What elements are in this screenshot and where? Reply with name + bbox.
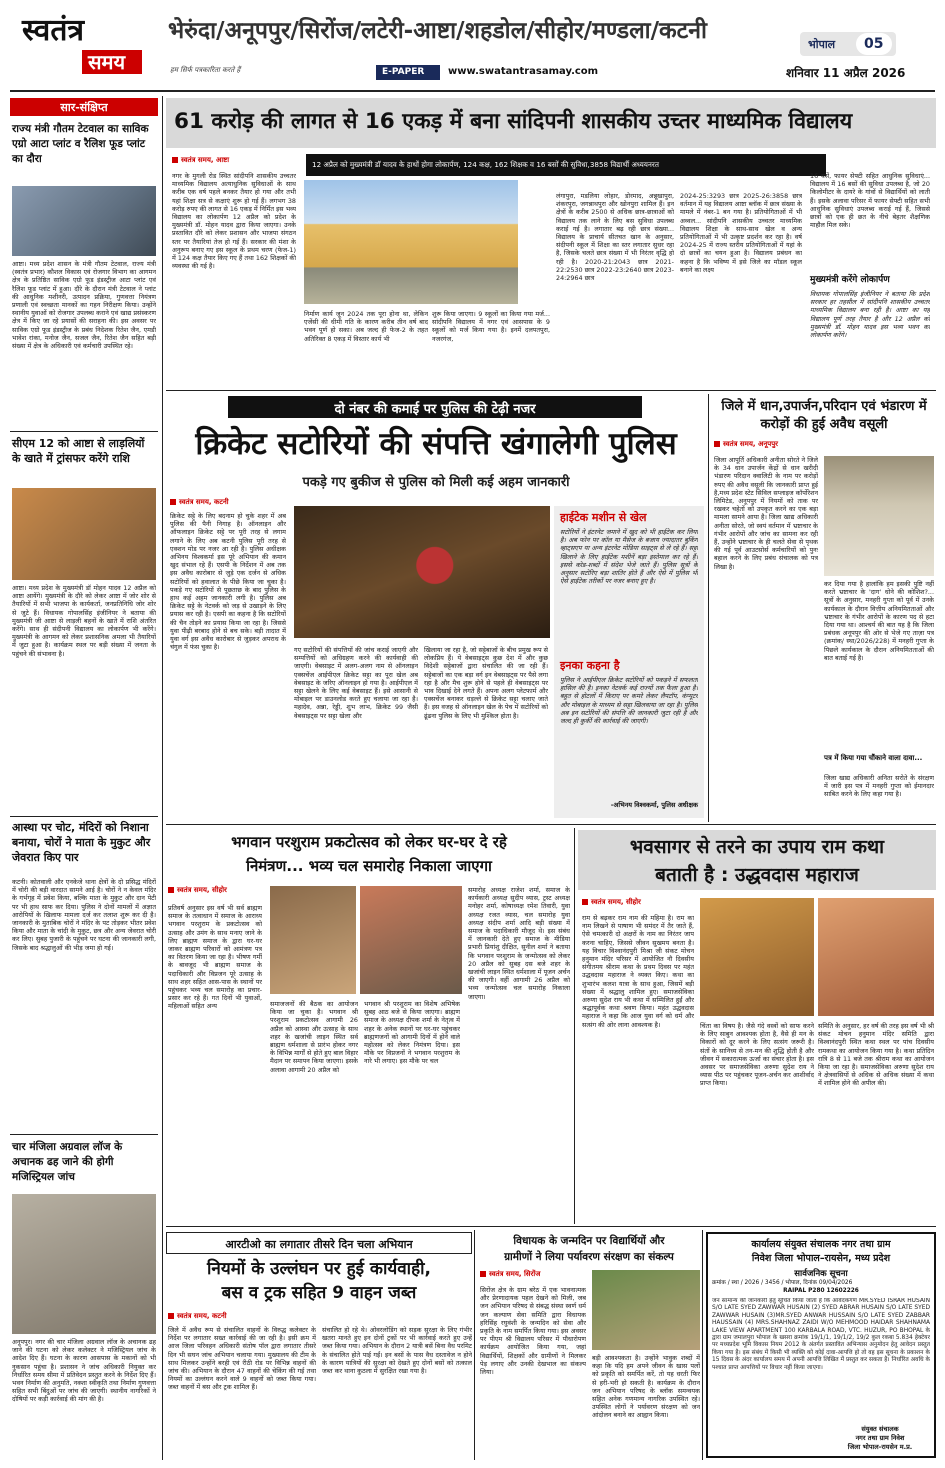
top-story-photo <box>304 180 518 304</box>
notice-sign-1: संयुक्त संचालक <box>861 1425 899 1433</box>
sidebar <box>10 96 158 1460</box>
dhan-separator <box>708 394 709 822</box>
top-story-byline <box>172 156 229 165</box>
rto-col-1: जिले में अवैध रूप से संचालित वाहनों के विरुद्ध कलेक्टर के निर्देश पर लगातार सख्त कार्रवाई की जा रही है। इसी क्रम में आज जिला परिवहन अधिकारी संतोष पॉल द्वारा लगातार तीसरे दिन भी सघन जांच अभियान चलाया गया। मुख्यालय की टीम के साथ मिलकर उन्होंने बरही एवं रीठी रोड पर विभिन्न वाहनों की जांच की। अभियान के दौरान 47 वाहनों की चेकिंग की गई तथा नियमों का उल्लंघन करने वाले 9 वाहनों को जब्त किया गया। जब्त वाहनों में बस और ट्रक शामिल हैं। <box>168 1326 316 1392</box>
top-story-subhead-band <box>306 154 826 176</box>
top-story-headline: 61 करोड़ की लागत से 16 एकड़ में बना सांदिपनी शासकीय उच्तर माध्यमिक विद्यालय <box>174 109 853 134</box>
sidebar-story-2-headline: सीएम 12 को आष्टा से लाड़लियों के खाते में ट्रांसफर करेंगे राशि <box>12 437 145 465</box>
notice-sign-2: नगर तथा ग्राम निवेश <box>855 1434 905 1442</box>
notice-ref: क्रमांक / स्था / 2026 / 3456 / भोपाल, दिनांक 09/04/2026 <box>712 1280 853 1286</box>
sidebar-divider-2 <box>10 816 158 817</box>
notice-raipal: RAIPAL P280 12602226 <box>783 1288 859 1294</box>
edition-name: भोपाल <box>808 38 836 51</box>
rto-col-2: संचालित हो रहे थे। ओवरलोडिंग को सड़क सुरक्षा के लिए गंभीर खतरा मानते हुए इन दोनों ट्रकों पर भी कार्रवाई करते हुए उन्हें जब्त किया गया। अभियान के दौरान 2 यात्री बसें बिना वैध परमिट के संचालित होते पाई गईं। इन बसों के पास वैध दस्तावेज न होने के कारण यात्रियों की सुरक्षा को देखते हुए दोनों बसों को तत्काल जब्त कर थाना कुठला में सुरक्षित रखा गया है। <box>322 1326 472 1376</box>
cricket-kicker: दो नंबर की कमाई पर पुलिस की टेढ़ी नजर <box>334 402 536 417</box>
cricket-col-2: गए सटोरियों की संपत्तियों की जांच कराई जाएगी और सम्पत्तियों को अधिग्रहण करने की कार्यवाही की जाएगी। वेबसाइट में अलग-अलग नाम से ऑनलाइन एक्सचेंज आईपीएल क्रिकेट सट्टा का पूरा खेल अब वेबसाइट के जरिए ऑनलाइन हो गया है। आईपीएल में सट्टा खेलने के लिए कई वेबसाइट हैं। इसे आसानी से मोबाइल पर डाउनलोड करते हुए चलाया जा रहा है। महादेव, अन्ना, रेड्डी, शुभ लाभ, क्रिकेट 99 जैसी वेबसाइट्स पर सट्टा खेला और <box>294 646 418 720</box>
sidebar-story-4-photo <box>12 1194 156 1334</box>
logo-bottom: समय <box>88 50 126 74</box>
notice-title-2: निवेश जिला भोपाल–रायसेन, मध्य प्रदेश <box>751 1253 891 1264</box>
parshuram-col-1: प्रतिवर्ष अनुसार इस वर्ष भी सर्व ब्राह्मण समाज के तत्वाधान में समाज के आराध्य भगवान परशुराम के प्रकटोत्सव को उत्साह और उमंग के साथ मनाए जाने के लिए ब्राह्मण समाज के द्वारा घर-घर जाकर ब्राह्मण परिवारों को आमंत्रण पत्र का वितरण किया जा रहा है। भीषण गर्मी के बावजूद भी ब्राह्मण समाज के पदाधिकारी और विप्रजन पूरे उत्साह के साथ शहर सहित आस-पास के स्थानों पर पहुंचकर भव्य चल समारोह का प्रचार-प्रसार कर रहे हैं। गत दिनों भी युवाओं, महिलाओं सहित अन्य <box>168 904 262 1011</box>
top-story-col-5: 2024-25:3293 छात्र 2025-26:3858 छात्र वर्तमान में यह विद्यालय आष्टा ब्लॉक में छात्र संख्या के मामले में नंबर-1 बन गया है। प्रतियोगिताओं में भी अव्वल... सांदीपनि शासकीय उच्चतर माध्यमिक विद्यालय शिक्षा के साथ-साथ खेल व अन्य प्रतियोगिताओं में भी उत्कृष्ट प्रदर्शन कर रहा है। वर्ष 2024-25 में राज्य स्तरीय प्रतियोगिताओं में यहां के दो छात्रों का चयन हुआ है। विद्यालय प्रबंधन का कहना है कि भविष्य में इसे जिले का मॉडल स्कूल बनाने का लक्ष्य <box>680 192 802 274</box>
cricket-sidebox <box>554 506 704 818</box>
byline-marker <box>170 499 176 505</box>
cricket-headline: क्रिकेट सटोरियों की संपत्ति खंगालेगी पुलिस <box>195 426 677 462</box>
sidebar-divider-3 <box>10 1134 158 1135</box>
parshuram-separator <box>574 828 575 1224</box>
ramkatha-photo-2 <box>818 898 934 1016</box>
top-story-col-6b: विधायक गोपालसिंह इंजीनियर ने बताया कि प्रदेश सरकार हर तहसील में सांदीपनि शासकीय उच्चतर माध्यमिक विद्यालय बना रही है। आष्टा का यह विद्यालय पूर्ण तरह तैयार है और 12 अप्रैल को मुख्यमंत्री डॉ. मोहन यादव इस भव्य भवन का लोकार्पण करेंगे। <box>810 290 930 340</box>
cricket-deck: पकड़े गए बुकीज से पुलिस को मिली कई अहम जानकारी <box>302 475 570 490</box>
masthead-rule <box>10 90 935 92</box>
parshuram-col-4: समारोह अध्यक्ष राजेश शर्मा, समाज के कार्यकारी अध्यक्ष सुदीप व्यास, ट्रस्ट अध्यक्ष मनोहर शर्मा, कोषाध्यक्ष रमेश तिवारी, युवा अध्यक्ष रजत व्यास, चल समारोह युवा अध्यक्ष संदीप शर्मा आदि बड़ी संख्या में समाज के पदाधिकारी मौजूद थे। इस संबंध में जानकारी देते हुए समाज के मीडिया प्रभारी प्रियांशु दीक्षित, सुनील शर्मा ने बताया कि भगवान परशुराम के जन्मोत्सव को लेकर 20 अप्रैल को सुबह दस बजे शहर के खजांची लाइन स्थित धर्मशाला में पूजन अर्चन की जाएगी। वहीं आगामी 26 अप्रैल को भव्य जन्मोत्सव चल समारोह निकाला जाएगा। <box>468 886 570 1001</box>
parshuram-photo-2 <box>360 886 462 994</box>
parshuram-story <box>166 828 572 1224</box>
byline-marker <box>480 1271 486 1277</box>
paryavaran-col-1: सिरोंज क्षेत्र के ग्राम बरेठ में एक भावनात्मक और प्रेरणादायक पहल देखने को मिली, जब जन अभियान परिषद से संबद्ध संस्था स्वर्ण धर्म जन कल्याण सेवा समिति द्वारा विधायक हरिसिंह रघुवंशी के जन्मदिन को सेवा और प्रकृति के नाम समर्पित किया गया। इस अवसर पर पीएम श्री विद्यालय परिसर में पौधारोपण कार्यक्रम आयोजित किया गया, जहां विद्यार्थियों, शिक्षकों और ग्रामीणों ने मिलकर पेड़ लगाए और उनकी देखभाल का संकल्प लिया। <box>480 1286 586 1377</box>
ramkatha-col-1: राम से बढ़कर राम नाम की महिमा है। राम का नाम लिखने से पाषाण भी समंदर में तैर जाते हैं, ऐसे चमत्कारी दो अक्षरों के नाम का निरंतर जाप करना चाहिए, जिससे जीवन सुखमय बनता है। यह विचार विश्वानंदपुरी मिश्रा जी संकट मोचन हनुमान मंदिर परिसर में आयोजित नौ दिवसीय संगीतमय श्रीराम कथा के प्रथम दिवस पर महंत उद्धवदास महाराज ने व्यक्त किए। कथा का शुभारंभ कलश यात्रा के साथ हुआ, जिसमें बड़ी संख्या में श्रद्धालु शामिल हुए। समाजसेविका अरुणा सुदेश राय भी कथा में सम्मिलित हुईं और श्रद्धापूर्वक कथा श्रवण किया। महंत उद्धवदास महाराज ने कहा कि आज युवा वर्ग को धर्म और सत्संग की ओर लाना आवश्यक है। <box>582 914 694 1029</box>
sidebar-story-1-headline: राज्य मंत्री गौतम टेटवाल का साविक एग्रो आटा प्लांट व रैलिश फूड प्लांट का दौरा <box>12 123 149 165</box>
cricket-quote-text: पुलिस ने आईपीएल क्रिकेट सटोरियों को पकड़ने में सफलता हासिल की है। इनका नेटवर्क कई राज्यों तक फैला हुआ है। बहुत से होटलों में किराए पर कमरे लेकर लैपटॉप, कंप्यूटर और मोबाइल के माध्यम से सट्टा खिलवाया जा रहा है। पुलिस अब इन सटोरियों की संपत्ति की जानकारी जुटा रही है और जल्द ही कुर्की की कार्रवाई की जाएगी। <box>560 676 698 726</box>
paryavaran-col-2: बड़ी आवश्यकता है। उन्होंने भावुक शब्दों में कहा कि यदि हम अपने जीवन के खास पलों को प्रकृति को समर्पित करें, तो यह धरती फिर से हरी-भरी हो सकती है। कार्यक्रम के दौरान जन अभियान परिषद के ब्लॉक समन्वयक सहित अनेक गणमान्य नागरिक उपस्थित रहे। उपस्थित लोगों ने पर्यावरण संरक्षण को जन आंदोलन बनाने का आह्वान किया। <box>592 1354 700 1420</box>
rto-kicker: आरटीओ का लगातार तीसरे दिन चला अभियान <box>225 1238 413 1251</box>
ramkatha-byline-text: स्वतंत्र समय, सीहोर <box>591 898 641 906</box>
rto-headline-1: नियमों के उल्लंघन पर हुई कार्यवाही, <box>207 1259 431 1279</box>
paryavaran-story <box>478 1230 700 1460</box>
notice-sign-3: जिला भोपाल-रायसेन म.प्र. <box>847 1443 913 1451</box>
cricket-quote-headline: इनका कहना है <box>560 659 620 672</box>
dhan-byline-text: स्वतंत्र समय, अनूपपुर <box>723 440 779 448</box>
paryavaran-byline <box>480 1270 540 1279</box>
city-list: भेरुंदा/अनूपपुर/सिरोंज/लटेरी-आष्टा/शहडोल/सीहोर/मण्डला/कटनी <box>168 18 707 44</box>
rto-byline <box>168 1312 227 1321</box>
sidebar-separator <box>162 96 163 1460</box>
top-story-bottom-rule <box>166 390 936 391</box>
sidebar-story-3-body: कटनी। कोतवाली और एनकेजे थाना क्षेत्रों के दो प्रसिद्ध मंदिरों में चोरी की बड़ी वारदात सामने आई है। चोरों ने न केवल मंदिर के गर्भगृह में प्रवेश किया, बल्कि माता के मुकुट और दान पेटी पर भी हाथ साफ कर दिया। पुलिस ने दोनों मामलों में अज्ञात आरोपियों के खिलाफ मामला दर्ज कर तलाश शुरू कर दी है। जानकारी के मुताबिक चोरों ने मंदिर के पट तोड़कर भीतर प्रवेश किया और माता के चांदी के मुकुट, छत्र और अन्य जेवरात चोरी कर लिए। सुबह पुजारी के पहुंचने पर घटना की जानकारी लगी, जिसके बाद श्रद्धालुओं की भीड़ जमा हो गई। <box>12 878 156 952</box>
notice-title-1: कार्यालय संयुक्त संचालक नगर तथा ग्राम <box>751 1239 891 1250</box>
byline-marker <box>582 899 588 905</box>
dhan-story <box>712 394 936 822</box>
top-story-col-6: 16 बसें, फायर सेफ्टी सहित आधुनिक सुविधाएं... विद्यालय में 16 बसों की सुविधा उपलब्ध है, जो 20 किलोमीटर के दायरे के गांवों से विद्यार्थियों को लाती हैं। इसके अलावा परिसर में फायर सेफ्टी सहित सभी आधुनिक सुविधाएं उपलब्ध कराई गई हैं, जिससे छात्रों को एक ही छत के नीचे बेहतर शैक्षणिक माहौल मिल सके। <box>810 172 930 230</box>
notice-title-3: सार्वजनिक सूचना <box>794 1269 848 1279</box>
parshuram-col-3: भगवान श्री परशुराम का विशेष अभिषेक सुबह आठ बजे से किया जाएगा। ब्राह्मण समाज के अध्यक्ष दीपक शर्मा के नेतृत्व में शहर के अनेक स्थानों पर घर-घर पहुंचकर ब्राह्मणजनों को आगामी दिनों में होने वाले महोत्सव को लेकर निमंत्रण दिया। इस मौके पर विप्रजनों ने भगवान परशुराम के नारे भी लगाए। इस मौके पर चल <box>364 1000 460 1066</box>
byline-marker <box>168 887 174 893</box>
rto-separator <box>474 1230 475 1460</box>
cricket-col-1: क्रिकेट सट्टे के लिए बदनाम हो चुके शहर में अब पुलिस की पैनी निगाह है। ऑनलाइन और ऑफलाइन क्रिकेट सट्टे पर पूरी तरह से लगाम लगाने के लिए अब कटनी पुलिस पूरी तरह से एक्शन मोड पर नजर आ रही है। पुलिस अधीक्षक अभिनय विश्वकर्मा इस पूरे अभियान की कमान खुद संभाल रहे हैं। एसपी के निर्देशन में अब तक इस अवैध कारोबार से जुड़े एक दर्जन से अधिक सटोरियों को हवालात के पीछे किया जा चुका है। पकड़े गए सटोरियों से पूछताछ के बाद पुलिस के हाथ कई अहम जानकारी लगी है। पुलिस अब क्रिकेट सट्टे के नेटवर्क को जड़ से उखाड़ने के लिए प्रयास कर रही है। एसपी का कहना है कि सटोरियों की चैन तोड़ने का प्रयास किया जा रहा है। जिससे युवा पीढ़ी बरबाद होने से बच सके। बड़ी तादात में युवा वर्ग इस अवैध कारोबार से जुड़कर अपराध के चंगुल में फंस चुका है। <box>170 512 286 652</box>
sidebar-section-header <box>10 98 158 116</box>
top-story-col-1: नगर के मुगली रोड स्थित सांदीपनि शासकीय उच्चतर माध्यमिक विद्यालय अत्याधुनिक सुविधाओं के साथ करीब एक वर्ष पहले बनकर तैयार हो गया और तभी यहां शिक्षा सत्र से कक्षाएं शुरू हो गई हैं। लगभग 38 करोड़ रुपए की लागत से 16 एकड़ में निर्मित इस भव्य विद्यालय का लोकार्पण 12 अप्रैल को प्रदेश के मुख्यमंत्री डॉ. मोहन यादव द्वारा किया जाएगा। उनके प्रस्तावित दौरे को लेकर प्रशासन और भाजपा संगठन स्तर पर तैयारियां तेज हो गई हैं। सरकार की मंशा के अनुरूप बनाए गए इस स्कूल के प्रथम चरण (फेज-1) में 124 कक्ष तैयार किए गए हैं तथा 162 शिक्षकों की व्यवस्था की गई है। <box>172 172 296 271</box>
sidebar-story-2-photo <box>12 488 156 580</box>
dhan-photo <box>824 456 934 576</box>
sidebar-story-4-body: अनूपपुर। नगर की चार मंजिला अग्रवाल लॉज के अचानक ढह जाने की घटना को लेकर कलेक्टर ने मजिस्ट्रियल जांच के आदेश दिए हैं। घटना के कारण आसपास के मकानों को भी नुकसान पहुंचा है। प्रशासन ने जांच अधिकारी नियुक्त कर निर्धारित समय सीमा में प्रतिवेदन प्रस्तुत करने के निर्देश दिए हैं। भवन निर्माण की अनुमति, नक्शा स्वीकृति तथा निर्माण गुणवत्ता सहित सभी बिंदुओं पर जांच की जाएगी। स्थानीय नागरिकों ने दोषियों पर कड़ी कार्रवाई की मांग की है। <box>12 1338 156 1404</box>
rto-story <box>166 1230 472 1460</box>
sidebar-section-title: सार-संक्षिप्त <box>60 101 108 114</box>
epaper-label: E-PAPER <box>382 67 425 77</box>
top-story-byline-text: स्वतंत्र समय, आष्टा <box>181 156 230 164</box>
sidebar-story-2-body: आष्टा। मध्य प्रदेश के मुख्यमंत्री डॉ मोहन यादव 12 अप्रैल को आष्टा आयेंगे। मुख्यमंत्री के दौरे को लेकर आष्टा में जोर शोर से तैयारियों में सभी भाजपा के कार्यकर्ता, जनप्रतिनिधि जोर शोर से जुटे हैं। विधायक गोपालसिंह इंजीनियर ने बताया की मुख्यमंत्री जी आष्टा से लाड़ली बहनों के खाते में राशि अंतरित करेंगे। साथ ही संदीपनी विद्यालय का लोकार्पण भी करेंगे। मुख्यमंत्री के आगमन को लेकर प्रशासनिक अमला भी तैयारियों में जुटा हुआ है। कार्यक्रम स्थल पर बड़ी संख्या में जनता के पहुंचने की संभावना है। <box>12 584 156 658</box>
sidebar-story-3-headline: आस्था पर चोट, मंदिरों को निशाना बनाया, चोरों ने माता के मुकुट और जेवरात किए पार <box>12 821 151 864</box>
paryavaran-headline-1: विधायक के जन्मदिन पर विद्यार्थियों और <box>513 1235 665 1247</box>
ramkatha-byline <box>582 898 641 907</box>
dhan-byline <box>714 440 778 449</box>
top-story-col-3: शुरू किया जाएगा। 9 स्कूलों का किया गया मर्ज... सांदीपनि विद्यालय में नगर एवं आसपास के 9 स्कूलों को मर्ज किया गया है। इनमें दलपतपुरा, नजरगंज, <box>432 310 550 343</box>
logo <box>22 14 152 84</box>
dhan-headline: जिले में धान,उपार्जन,परिदान एवं भंडारण में करोड़ों की हुई अवैध वसूली <box>721 399 927 432</box>
cricket-col-3: खिलाया जा रहा है, जो सट्टेबाजों के बीच प्रमुख रूप से लोकप्रिय हैं। ये वेबसाइट्स कुछ देश में और कुछ विदेशी सट्टेबाजों द्वारा संचालित की जा रही हैं। सट्टेबाजों का एक बड़ा वर्ग इन वेबसाइट्स पर पैसे लगा रहा है और मैच शुरू होने से पहले ही वेबसाइट्स पर भाव दिखाई देने लगते हैं। अपना अलग प्लेटफार्म और एक्सचेंज बनाकर धड़ल्ले से क्रिकेट सट्टा चलाए जाते हैं। इस वजह से ऑनलाइन खेल के पेच में सटोरियों को ढूंढना पुलिस के लिए भी मुश्किल होता है। <box>424 646 548 720</box>
top-story <box>166 96 936 388</box>
cricket-sidebox-headline: हाईटेक मशीन से खेल <box>560 511 647 524</box>
top-story-col-2: निर्माण कार्य जून 2024 तक पूरा होना था, लेकिन एजेंसी की धीमी गति के कारण करीब तीन वर्ष बाद भवन पूर्ण हो सका। अब जल्द ही फेज-2 के तहत अतिरिक्त 8 एकड़ में विस्तार कार्य भी <box>304 310 428 343</box>
bottom-rule <box>166 1226 936 1227</box>
parshuram-headline-2: निमंत्रण... भव्य चल समारोह निकाला जाएगा <box>246 857 492 875</box>
rto-headline-2: बस व ट्रक सहित 9 वाहन जब्त <box>221 1283 417 1303</box>
sidebar-story-1-body: आष्टा। मध्य प्रदेश शासन के मंत्री गौतम टेटवाल, राज्य मंत्री (स्वतंत्र प्रभार) कौशल विकास एवं रोजगार विभाग का आगमन क्षेत्र के प्रतिष्ठित साविक एग्रो फूड इंडस्ट्रीज आटा प्लांट एवं रैलिश फूड प्लांट में हुआ। दौरे के दौरान मंत्री टेटवाल ने प्लांट की आधुनिक मशीनरी, उत्पादन प्रक्रिया, गुणवत्ता नियंत्रण प्रणाली एवं स्वच्छता मानकों का गहन निरीक्षण किया। उन्होंने स्थानीय युवाओं को रोजगार उपलब्ध कराने एवं खाद्य प्रसंस्करण क्षेत्र में किए जा रहे प्रयासों की सराहना की। इस अवसर पर साविक एग्रो फूड इंडस्ट्रीज के प्रबंध निदेशक रितेश जैन, एमडी भावेश रांका, मनोज जैन, सजल जैन, रितेश जैन सहित बड़ी संख्या में क्षेत्र के अधिकारी एवं कर्मचारी उपस्थित रहे। <box>12 260 156 351</box>
ramkatha-col-2: चिंता का विषय है। जैसे गंदे वस्त्रों को साफ करने के लिए साबुन आवश्यक होता है, वैसे ही मन के विकारों को दूर करने के लिए सत्संग जरूरी है। संतों के सानिध्य से तन-मन की शुद्धि होती है और जीवन में सकारात्मक ऊर्जा का संचार होता है। इस अवसर पर समाजसेविका अरुणा सुदेश राय ने व्यास पीठ पर पहुंचकर पूजन-अर्चन कर आशीर्वाद प्राप्त किया। <box>700 1022 814 1088</box>
cricket-story <box>166 394 706 822</box>
notice-body: जन सामान्य की जानकारी हेतु सूचित किया जाता है कि आवेदकगण MR.SYED ISRAR HUSAIN S/O LATE SYED ZAWWAR HUSAIN (2) SYED ABRAR HUSAIN S/O LATE SYED ZAWWAR HUSAIN (3)MR.SYED ANWAR HUSSAIN S/O LATE SYED ZABBAR HAUSSAIN (4) MRS.SHAHNAZ ZAIDI W/O MEHMOOD HAIDAR SHAHNAMA LAKE VIEW APARTMENT 100 KARBALA ROAD, VTC. HUZUR, PO BHOPAL के द्वारा ग्राम जमालपुरा भोपाल के खसरा क्रमांक 19/1/1, 19/1/2, 19/2 कुल रकबा 5.834 हेक्टेयर पर मध्यप्रदेश भूमि विकास नियम 2012 के अंतर्गत प्रस्तावित अभिन्यास अनुमोदन हेतु आवेदन प्रस्तुत किया गया है। इस संबंध में किसी भी व्यक्ति को कोई दावा-आपत्ति हो तो वह इस सूचना के प्रकाशन के 15 दिवस के अंदर कार्यालय समय में अपनी आपत्ति लिखित में प्रस्तुत कर सकता है। निर्धारित अवधि के पश्चात प्राप्त आपत्तियों पर विचार नहीं किया जाएगा। <box>712 1298 930 1371</box>
paryavaran-photo <box>592 1270 700 1350</box>
top-story-col-4: लंगापुरा, मडलिया लोहार, डोरमाद, अन्नूखापुरा, शंकरपुरा, जगन्नाथपुरा और खोनपुरा शामिल हैं। इन क्षेत्रों के करीब 2500 से अधिक छात्र-छात्राओं को विद्यालय तक लाने के लिए बस सुविधा उपलब्ध कराई गई है। लगातार बढ़ रही छात्र संख्या... विद्यालय के प्राचार्य सीतचत खान के अनुसार, संदीपनी स्कूल में शिक्षा का स्तर लगातार सुधर रहा है, जिसके चलते छात्र संख्या में भी निरंतर वृद्धि हो रही है। 2020-21:2043 छात्र 2021-22:2530 छात्र 2022-23:2640 छात्र 2023-24:2964 छात्र <box>556 192 674 283</box>
ramkatha-photo-1 <box>700 898 814 1016</box>
cricket-byline <box>170 498 229 507</box>
ramkatha-story <box>578 828 936 1224</box>
issue-date: शनिवार 11 अप्रैल 2026 <box>786 66 906 80</box>
dhan-col-1: जिला आपूर्ति अधिकारी अनीता सोरते ने जिले के 34 धान उपार्जन केंद्रों से धान खरीदी भंडारण परिदान क्वालिटी के नाम पर करोड़ों रुपए की अवैध वसूली कि जानकारी प्राप्त हुई है,मध्य प्रदेश स्टेट सिविल सप्लाइज कॉर्पोरेशन लिमिटेड, अनूपपुर में नियमों को ताक पर रखकर चहेतों को उपकृत करने का एक बड़ा मामला सामने आया है। जिला खाद्य अधिकारी अनीता सोरते, जो स्वयं वर्तमान में भ्रष्टाचार के गंभीर आरोपों और जांच का सामना कर रही हैं, उन्होंने भ्रष्टाचार के ही चलते सेवा से पृथक की गई पूर्व आउटसोर्स कर्मचारियों को पुनः बहाल करने के लिए प्रबंध संचालक को पत्र लिखा है। <box>714 456 818 571</box>
ramkatha-col-3: समिति के अनुसार, हर वर्ष की तरह इस वर्ष भी श्री संकट मोचन हनुमान मंदिर समिति द्वारा विश्वानंदपुरी स्थित कथा स्थल पर पांच दिवसीय रामकथा का आयोजन किया गया है। कथा प्रतिदिन रात्रि 8 से 11 बजे तक श्रीराम कथा का आयोजन किया जा रहा है। समाजसेविका अरुणा सुदेश राय ने क्षेत्रवासियों से अधिक से अधिक संख्या में कथा में शामिल होने की अपील की। <box>818 1022 934 1088</box>
byline-marker <box>172 157 178 163</box>
sidebar-story-4-headline: चार मंजिला अग्रवाल लॉज के अचानक ढह जाने की होगी मजिस्ट्रियल जांच <box>12 1141 123 1183</box>
edition-box <box>800 32 896 56</box>
top-story-subhead: 12 अप्रैल को मुख्यमंत्री डॉ यादव के हाथों होगा लोकार्पण, 124 कक्ष, 162 शिक्षक व 16 बसों की सुविधा,3858 विद्यार्थी अध्ययनरत <box>312 160 659 169</box>
paryavaran-byline-text: स्वतंत्र समय, सिरोंज <box>489 1270 541 1278</box>
page-number-badge <box>856 33 892 55</box>
logo-top: स्वतंत्र <box>22 13 85 48</box>
cricket-kicker-band <box>228 396 642 418</box>
parshuram-byline-text: स्वतंत्र समय, सीहोर <box>177 886 227 894</box>
logo-bottom-block <box>82 50 142 74</box>
paryavaran-separator <box>702 1230 703 1460</box>
dhan-subhead: पत्र में किया गया चौंकाने वाला दावा... <box>824 754 923 762</box>
byline-marker <box>168 1313 174 1319</box>
website[interactable]: www.swatantrasamay.com <box>448 66 599 77</box>
rto-byline-text: स्वतंत्र समय, कटनी <box>177 1312 227 1320</box>
paryavaran-headline-2: ग्रामीणों ने लिया पर्यावरण संरक्षण का संकल्प <box>504 1251 674 1263</box>
sidebar-story-1-photo <box>12 186 156 256</box>
ramkatha-headline-2: बताती है : उद्धवदास महाराज <box>655 864 859 886</box>
dhan-col-2: कर दिया गया है हालांकि हम इसकी पुष्टि नहीं करते भ्रष्टाचार के 'दाग' धोने की कोशिश?... सूत्रों के अनुसार, मनहरी गुप्ता को पूर्व में उनके कार्यकाल के दौरान वित्तीय अनियमितताओं और भ्रष्टाचार के गंभीर आरोपों के कारण पद से हटा दिया गया था। आश्चर्य की बात यह है कि जिला प्रबंधक अनूपपुर की ओर से भेजे गए ताज़ा पत्र (क्रमांक/ स्था/2026/228) में मनहरी गुप्ता के पिछले कार्यकाल के दौरान अनियमितताओं की बात बताई गई है। <box>824 580 934 662</box>
parshuram-photo-1 <box>270 886 356 994</box>
rto-kicker-band <box>166 1232 472 1254</box>
masthead <box>0 0 945 92</box>
cricket-photo <box>294 506 550 638</box>
cricket-byline-text: स्वतंत्र समय, कटनी <box>179 498 229 506</box>
parshuram-byline <box>168 886 227 895</box>
dhan-col-2b: जिला खाद्य अधिकारी अनिता सरोते के संरक्षण में जारी इस पत्र में मनहरी गुप्ता को ईमानदार साबित करने के लिए कहा गया है। <box>824 774 934 799</box>
public-notice <box>706 1232 936 1458</box>
parshuram-col-2: समाजजनों की बैठक का आयोजन किया जा चुका है। भगवान श्री परशुराम प्रकटोत्सव आगामी 26 अप्रैल को आस्था और उत्साह के साथ शहर के खजांची लाइन स्थित सर्व ब्राह्मण धर्मशाला से प्रारंभ होकर नगर के विभिन्न मार्गों से होते हुए बाल विहार मैदान पर समापन किया जाएगा। इसके अलावा आगामी 20 अप्रैल को <box>270 1000 358 1074</box>
parshuram-headline-1: भगवान परशुराम प्रकटोत्सव को लेकर घर-घर दे रहे <box>231 833 507 851</box>
tagline: हम सिर्फ पत्रकारिता करते हैं <box>170 66 241 74</box>
byline-marker <box>714 441 720 447</box>
cricket-quote-signature: -अभिनय विश्वकर्मा, पुलिस अधीक्षक <box>610 801 698 809</box>
ramkatha-headline-1: भवसागर से तरने का उपाय राम कथा <box>629 836 885 858</box>
epaper-badge <box>376 65 440 80</box>
page-number: 05 <box>864 36 884 52</box>
sidebar-divider-1 <box>10 431 158 432</box>
top-story-subhead-2: मुख्यमंत्री करेंगे लोकार्पण <box>810 275 890 285</box>
middle-rule <box>166 824 936 825</box>
cricket-sidebox-text: सटोरियों ने इंटरनेट जमाने में खुद को भी हाईटेक कर लिया है। अब फोन पर कॉल या मैसेज के बजाय ज्यादातर बुकिंग व्हाट्सएप या अन्य इंटरनेट मोडिया साइट्स से ले रहे हैं। सट्टा खिलाने के लिए हाईटेक मशीनें बड़ा इस्तेमाल कर रहे हैं। इससे कोड-शब्दों में संदेश भेजे जाते हैं। पुलिस सूत्रों के अनुसार सटोरिए बड़ा शातिर होते हैं और ऐसे में पुलिस भी ऐसे हाईटेक तरीकों पर नजर बनाए हुए है। <box>560 528 698 586</box>
